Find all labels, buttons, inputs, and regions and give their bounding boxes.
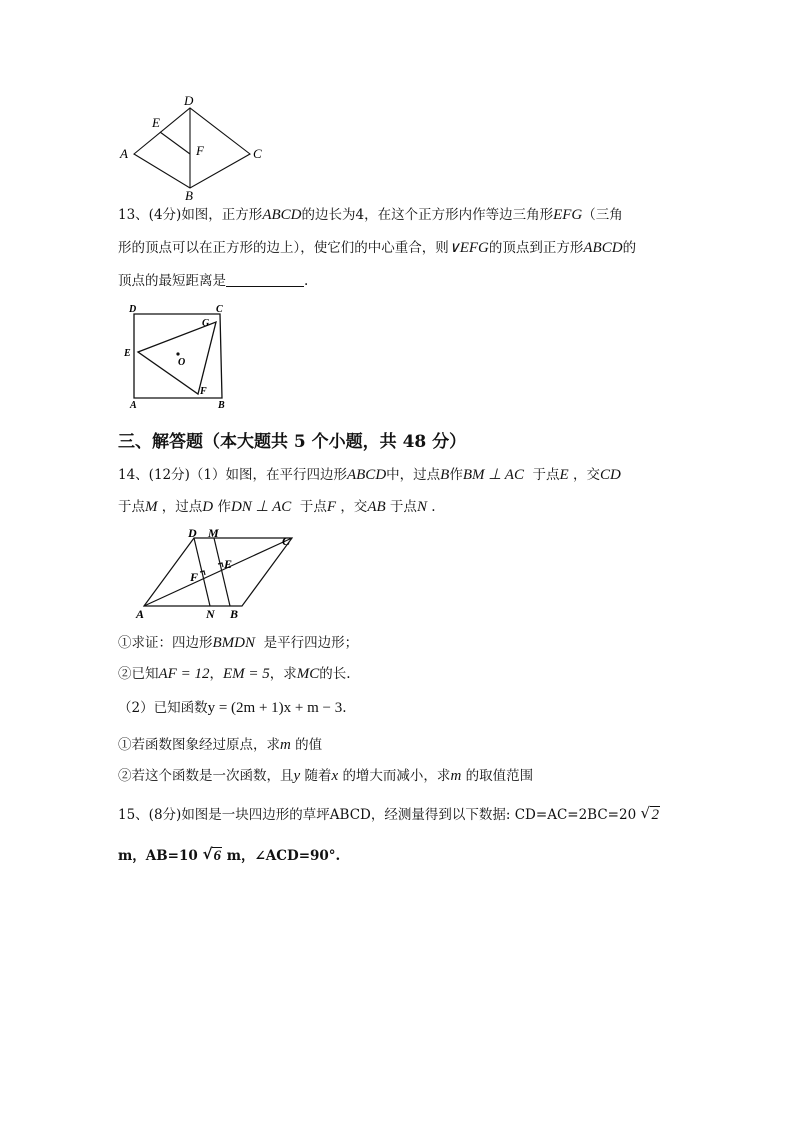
label-B: B: [230, 607, 239, 621]
label-C: C: [282, 534, 291, 548]
label-A: A: [136, 607, 145, 621]
section-heading: 三、解答题（本大题共 5 个小题，共 48 分）: [118, 432, 467, 452]
label-B: B: [218, 400, 225, 411]
label-E: E: [224, 557, 233, 571]
q15-number: 15、(8分): [118, 807, 182, 823]
label-G: G: [202, 318, 210, 329]
q13-line3: 顶点的最短距离是 .: [118, 273, 309, 289]
sqrt-6: √ 6: [202, 845, 221, 864]
label-D: D: [184, 93, 194, 108]
label-A: A: [130, 400, 137, 411]
label-E: E: [124, 348, 131, 359]
label-C: C: [216, 304, 223, 315]
square-triangle-figure: [116, 302, 240, 412]
label-F: F: [200, 386, 207, 397]
label-C: C: [253, 146, 262, 161]
q14-sub1: ①求证：四边形BMDN 是平行四边形；: [118, 635, 359, 651]
q13-line1: 13、(4分)如图，正方形ABCD的边长为4，在这个正方形内作等边三角形EFG（三角: [118, 207, 623, 223]
label-B: B: [185, 188, 193, 203]
q14-part2-sub2: ②若这个函数是一次函数，且y 随着x 的增大而减小，求m 的取值范围: [118, 768, 534, 784]
q15-line1: 15、(8分)如图是一块四边形的草坪ABCD，经测量得到以下数据: CD=AC=2BC=20 √ 2: [118, 804, 659, 823]
label-D: D: [188, 528, 197, 540]
q14-line1: 14、(12分)（1）如图，在平行四边形ABCD中，过点B作BM ⊥ AC 于点E ，交CD: [118, 467, 621, 483]
q13-line2: 形的顶点可以在正方形的边上），使它们的中心重合，则∨EFG的顶点到正方形ABCD的: [118, 240, 637, 256]
q14-line2: 于点M ，过点D 作DN ⊥ AC 于点F ，交AB 于点N .: [118, 499, 436, 515]
answer-blank: [226, 272, 304, 287]
label-E: E: [152, 115, 160, 130]
q15-line2: m，AB=10 √ 6 m，∠ACD=90°.: [118, 845, 341, 864]
q14-part2-sub1: ①若函数图象经过原点，求m 的值: [118, 737, 323, 753]
label-M: M: [208, 528, 219, 540]
rhombus-figure: [110, 92, 280, 204]
parallelogram-figure: [132, 528, 302, 624]
q14-part2: （2）已知函数y = (2m + 1)x + m − 3.: [118, 700, 347, 716]
q14-sub2: ②已知AF = 12，EM = 5，求MC的长.: [118, 666, 351, 682]
label-F: F: [190, 570, 199, 584]
label-N: N: [206, 607, 215, 621]
label-A: A: [120, 146, 128, 161]
sqrt-2: √ 2: [640, 804, 659, 823]
q14-number: 14、(12分): [118, 467, 190, 483]
label-F: F: [196, 143, 204, 158]
label-D: D: [129, 304, 137, 315]
q13-number: 13、(4分): [118, 207, 182, 223]
label-O: O: [178, 357, 186, 368]
